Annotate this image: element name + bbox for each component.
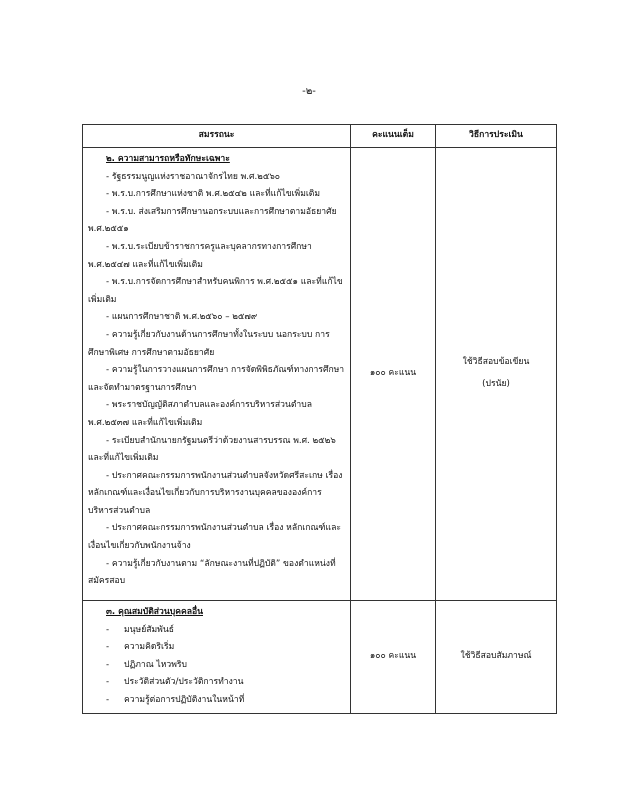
list-item: - พ.ร.บ.การจัดการศึกษาสำหรับคนพิการ พ.ศ.๒๕๕๑ และที่แก้ไขเพิ่มเติม bbox=[88, 277, 343, 305]
competency-cell bbox=[83, 148, 351, 601]
list-item: - ประวัติส่วนตัว/ประวัติการทำงาน bbox=[106, 677, 244, 688]
method-text: ใช้วิธีสอบข้อเขียน bbox=[462, 357, 530, 368]
list-item: - ความรู้เกี่ยวกับงานตาม “ลักษณะงานที่ปฏิบัติ” ของตำแหน่งที่สมัครสอบ bbox=[88, 558, 336, 587]
score-cell: ๑๐๐ คะแนน bbox=[351, 601, 436, 714]
list-item: - ประกาศคณะกรรมการพนักงานส่วนตำบล เรื่อง หลักเกณฑ์และเงื่อนไขเกี่ยวกับพนักงานจ้าง bbox=[88, 523, 341, 552]
list-item: - ความรู้เกี่ยวกับงานด้านการศึกษาทั้งในระบบ นอกระบบ การศึกษาพิเศษ การศึกษาตามอัธยาศัย bbox=[88, 329, 330, 358]
header-competency: สมรรถนะ bbox=[83, 125, 351, 148]
list-item: - ความรู้ในการวางแผนการศึกษา การจัดพิพิธภัณฑ์ทางการศึกษา และจัดทำมาตรฐานการศึกษา bbox=[88, 365, 345, 393]
list-item: - ประกาศคณะกรรมการพนักงานส่วนตำบลจังหวัดศรีสะเกษ เรื่องหลักเกณฑ์และเงื่อนไขเกี่ยวกับการบริหารงานบุคคลขององค์การบริหารส่วนตำบล bbox=[88, 470, 343, 516]
method-cell bbox=[436, 148, 557, 601]
score-cell: ๑๐๐ คะแนน bbox=[351, 148, 436, 601]
list-item: - ปฏิภาณ ไหวพริบ bbox=[106, 659, 187, 670]
list-item: - ความคิดริเริ่ม bbox=[106, 642, 175, 653]
list-item: - พ.ร.บ. ส่งเสริมการศึกษานอกระบบและการศึกษาตามอัธยาศัย พ.ศ.๒๕๕๑ bbox=[88, 206, 337, 235]
section-title: ๓. คุณสมบัติส่วนบุคคลอื่น bbox=[106, 607, 203, 617]
list-item: - ความรู้ต่อการปฏิบัติงานในหน้าที่ bbox=[106, 694, 245, 705]
competency-cell bbox=[83, 601, 351, 714]
list-item: - พระราชบัญญัติสภาตำบลและองค์การบริหารส่วนตำบล พ.ศ.๒๕๓๗ และที่แก้ไขเพิ่มเติม bbox=[88, 400, 312, 428]
list-item: - พ.ร.บ.การศึกษาแห่งชาติ พ.ศ.๒๕๔๒ และที่แก้ไขเพิ่มเติม bbox=[106, 189, 321, 200]
table-header-row bbox=[83, 125, 557, 148]
table-row bbox=[83, 148, 557, 601]
table-row bbox=[83, 601, 557, 714]
method-subtext: (ปรนัย) bbox=[482, 379, 510, 389]
section-title: ๒. ความสามารถหรือทักษะเฉพาะ bbox=[106, 154, 230, 164]
list-item: - ระเบียบสำนักนายกรัฐมนตรีว่าด้วยงานสารบรรณ พ.ศ. ๒๕๒๖ และที่แก้ไขเพิ่มเติม bbox=[88, 435, 336, 464]
evaluation-table bbox=[82, 124, 557, 714]
list-item: - รัฐธรรมนูญแห่งราชอาณาจักรไทย พ.ศ.๒๕๖๐ bbox=[106, 171, 281, 182]
list-item: - แผนการศึกษาชาติ พ.ศ.๒๕๖๐ – ๒๕๗๙ bbox=[106, 312, 258, 323]
list-item: - มนุษย์สัมพันธ์ bbox=[106, 624, 174, 635]
header-method: วิธีการประเมิน bbox=[436, 125, 557, 148]
header-full-score: คะแนนเต็ม bbox=[351, 125, 436, 148]
method-cell: ใช้วิธีสอบสัมภาษณ์ bbox=[436, 601, 557, 714]
list-item: - พ.ร.บ.ระเบียบข้าราชการครูและบุคลากรทางการศึกษา พ.ศ.๒๕๔๗ และที่แก้ไขเพิ่มเติม bbox=[88, 241, 312, 270]
page-number: -๒- bbox=[302, 86, 316, 97]
